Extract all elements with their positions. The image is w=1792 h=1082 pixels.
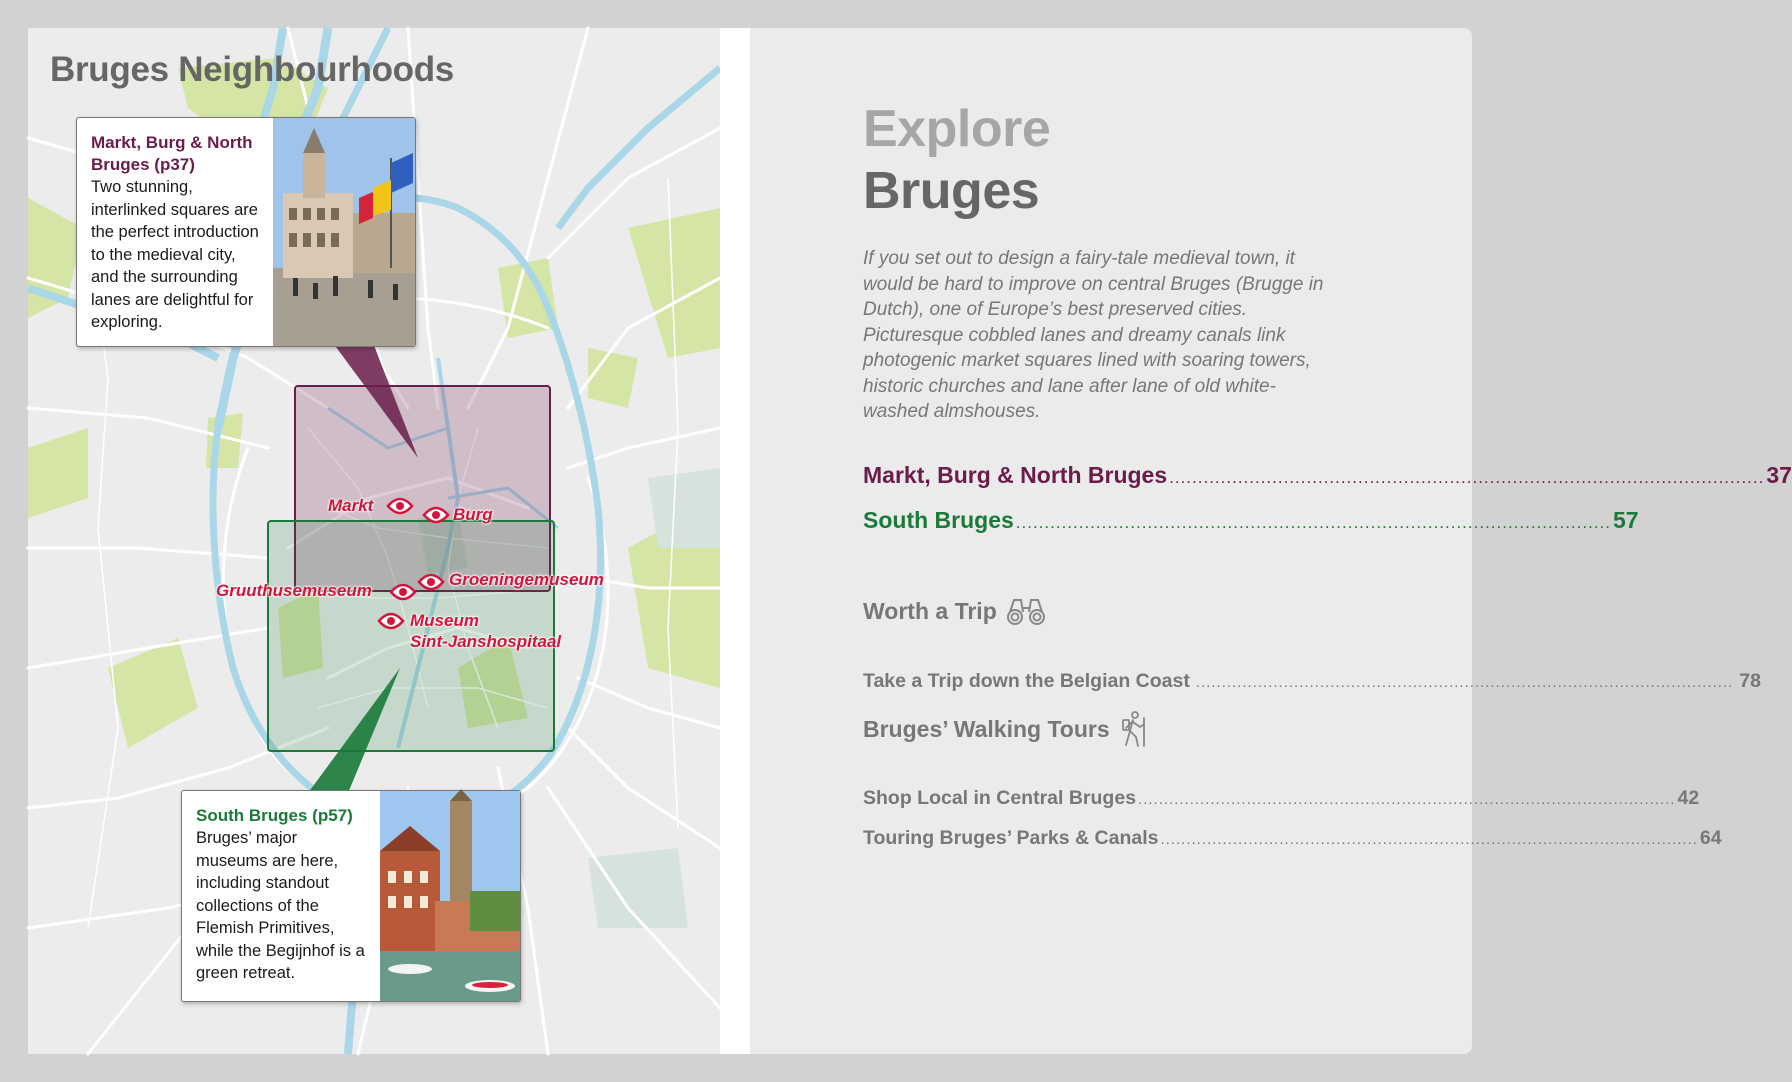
worth-a-trip-heading xyxy=(863,595,1047,627)
toc-leader: ........................................................................................................ xyxy=(1195,674,1734,691)
poi-burg-label: Burg xyxy=(453,505,493,524)
toc-page: 37 xyxy=(1766,462,1792,488)
toc-leader: ........................................................................................................ xyxy=(1138,791,1676,808)
page-gutter xyxy=(720,28,750,1054)
explore-title-line2: Bruges xyxy=(863,162,1040,220)
toc-page: 57 xyxy=(1613,507,1639,533)
callout-body: Two stunning, interlinked squares are the perfect introduction to the medieval city, and the surrounding lanes are delightful for exploring. xyxy=(91,178,259,331)
toc-label: South Bruges xyxy=(863,507,1014,533)
callout-heading: South Bruges (p57) xyxy=(196,806,353,825)
section-title: Bruges’ Walking Tours xyxy=(863,715,1110,742)
explore-title xyxy=(863,100,1050,224)
walking-tours-heading xyxy=(863,710,1148,748)
market-square-photo xyxy=(273,118,415,346)
intro-paragraph: If you set out to design a fairy-tale medieval town, it would be hard to improve on central Bruges (Brugge in Dutch), one of Europe’s best preserved cities. Picturesque cobbled lanes and dreamy canals link photogenic market squares lined with soaring towers, historic churches and lane after lane of old white-washed almshouses. xyxy=(863,248,1324,422)
section-title: Worth a Trip xyxy=(863,597,997,624)
toc-page: 78 xyxy=(1739,670,1761,692)
toc-entry-belgian-coast[interactable] xyxy=(863,670,1761,693)
toc-page: 42 xyxy=(1677,787,1700,809)
eye-icon xyxy=(417,570,445,594)
hiker-icon xyxy=(1118,710,1148,748)
toc-label: Shop Local in Central Bruges xyxy=(863,787,1137,809)
toc-label: Touring Bruges’ Parks & Canals xyxy=(863,827,1159,849)
poi-museum-label: Museum xyxy=(410,611,479,630)
callout-north-bruges xyxy=(76,117,416,347)
binoculars-icon xyxy=(1005,595,1047,627)
poi-gruuthusemuseum-label: Gruuthusemuseum xyxy=(216,581,372,600)
explore-title-line1: Explore xyxy=(863,100,1051,158)
eye-icon xyxy=(389,580,417,604)
eye-icon xyxy=(422,503,450,527)
toc-label: Take a Trip down the Belgian Coast xyxy=(863,670,1190,692)
toc-leader: ........................................................................................................ xyxy=(1169,468,1765,487)
eye-icon xyxy=(377,609,405,633)
canal-photo xyxy=(380,791,520,1001)
map-page xyxy=(28,28,720,1054)
toc-entry-north-bruges[interactable] xyxy=(863,462,1792,489)
toc-leader: ........................................................................................................ xyxy=(1015,513,1611,532)
poi-groeningemuseum-label: Groeningemuseum xyxy=(449,570,604,589)
toc-label: Markt, Burg & North Bruges xyxy=(863,462,1168,488)
poi-markt-label: Markt xyxy=(328,496,374,515)
map-title: Bruges Neighbourhoods xyxy=(50,50,454,89)
toc-entry-parks-canals[interactable] xyxy=(863,827,1722,850)
toc-leader: ........................................................................................................ xyxy=(1160,831,1698,848)
poi-sint-janshospitaal-label: Sint-Janshospitaal xyxy=(410,632,562,651)
explore-page xyxy=(750,28,1792,1054)
toc-entry-south-bruges[interactable] xyxy=(863,507,1639,534)
toc-page: 64 xyxy=(1699,827,1722,849)
callout-body: Bruges’ major museums are here, including standout collections of the Flemish Primitives, while the Begijnhof is a green retreat. xyxy=(196,829,365,982)
toc-entry-shop-local[interactable] xyxy=(863,787,1700,810)
callout-heading: Markt, Burg & North Bruges (p37) xyxy=(91,133,253,174)
callout-south-bruges xyxy=(181,790,521,1002)
eye-icon xyxy=(386,494,414,518)
